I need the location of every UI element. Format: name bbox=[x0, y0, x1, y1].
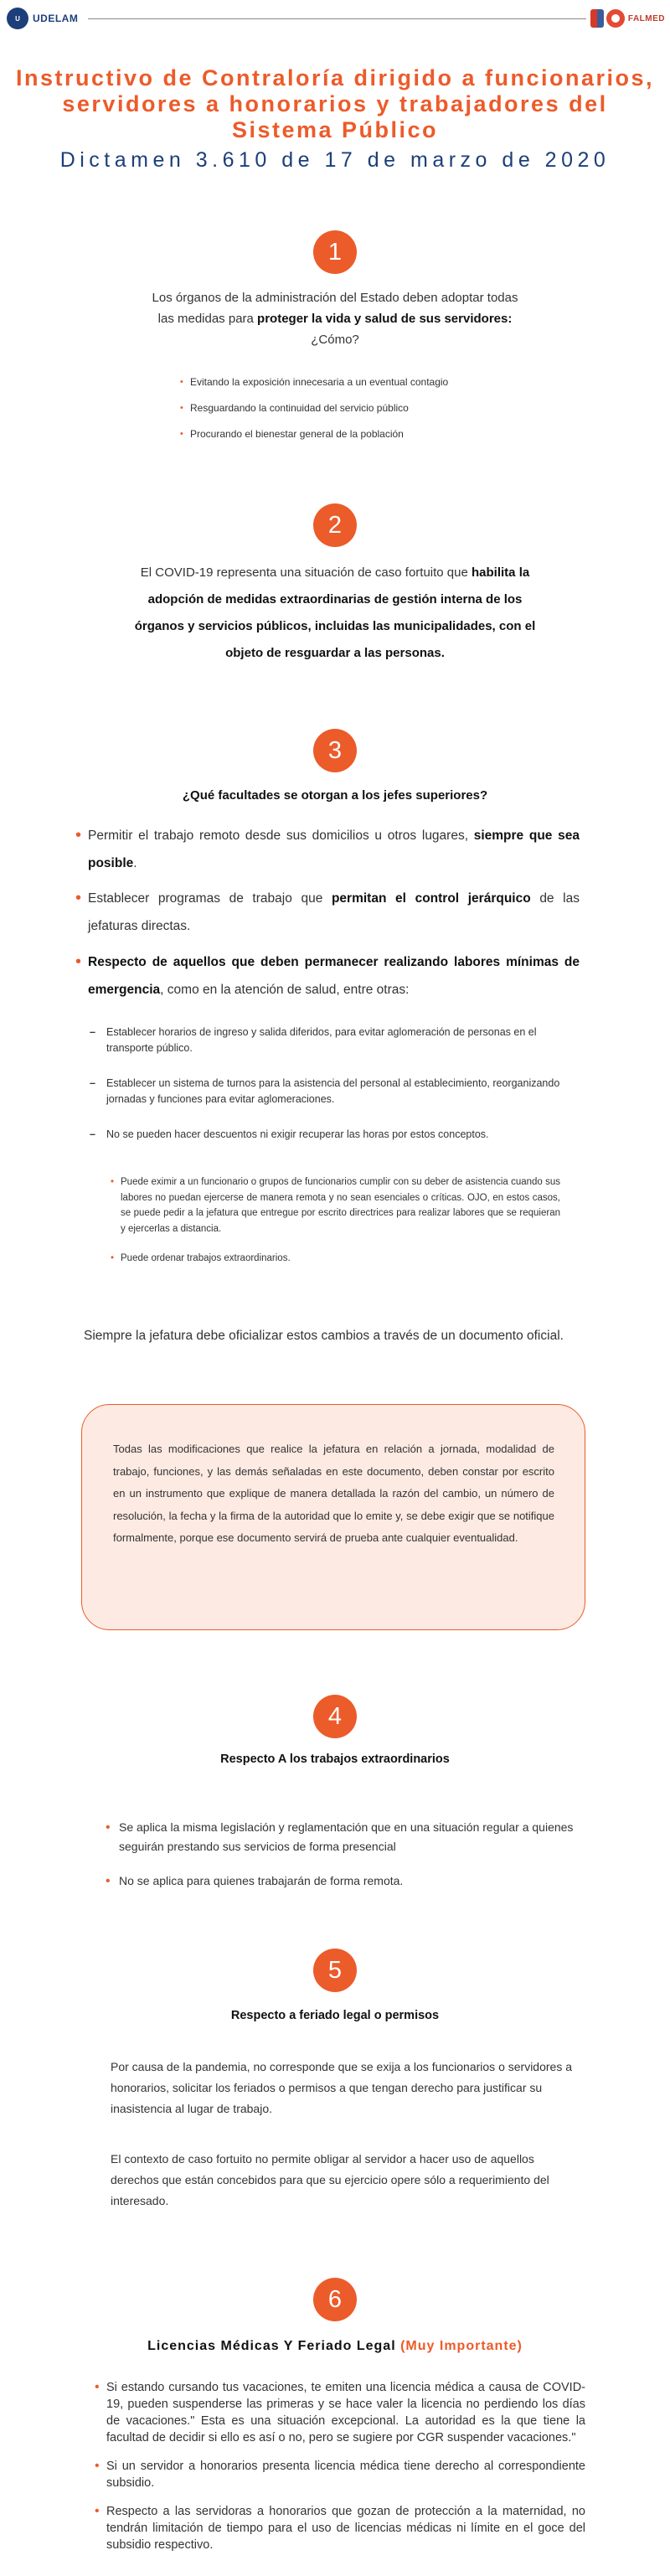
title-line-2: servidores a honorarios y trabajadores del bbox=[62, 91, 608, 116]
section-4-bullets bbox=[105, 1818, 592, 1906]
partner-emblem-icon bbox=[590, 9, 604, 28]
importance-note: (Muy Importante) bbox=[400, 2339, 523, 2353]
section-4-number-badge: 4 bbox=[313, 1695, 357, 1738]
page-subtitle: Dictamen 3.610 de 17 de marzo de 2020 bbox=[59, 148, 611, 172]
section-5-heading: Respecto a feriado legal o permisos bbox=[230, 2009, 440, 2022]
section-2-emphasis: habilita la adopción de medidas extraordinarias de gestión interna de los órganos y servicios públicos, incluidas las municipalidades, con el objeto de resguardar a las personas. bbox=[134, 565, 536, 660]
list-item: – No se pueden hacer descuentos ni exigir recuperar las horas por estos conceptos. bbox=[96, 1127, 561, 1143]
list-item: • Respecto de aquellos que deben permanecer realizando labores mínimas de emergencia, como en la atención de salud, entre otras: bbox=[77, 948, 580, 1004]
section-3-number-badge: 3 bbox=[313, 729, 357, 772]
section-2-number-badge: 2 bbox=[313, 503, 357, 547]
section-5-paragraph-1: Por causa de la pandemia, no corresponde que se exija a los funcionarios o servidores a honorarios, solicitar los feriados o permisos a que tengan derecho para justificar su inasistencia al lugar de trabajo. bbox=[111, 2060, 572, 2115]
section-1-line-1: Los órganos de la administración del Estado deben adoptar todas bbox=[152, 291, 518, 305]
section-1-number-badge: 1 bbox=[313, 230, 357, 274]
callout-text: Todas las modificaciones que realice la jefatura en relación a jornada, modalidad de trabajo, funciones, y las demás señaladas en este documento, deben constar por escrito en un instrumento que explique de manera detallada la razón del cambio, un número de resolución, la fecha y la firma de la autoridad que lo emite y, se debe exigir que se notifique formalmente, porque ese documento servirá de prueba ante cualquier eventualidad. bbox=[113, 1443, 554, 1544]
list-item: • Procurando el bienestar general de la población bbox=[180, 426, 448, 452]
falmed-logo[interactable] bbox=[590, 9, 665, 28]
section-3-callout bbox=[81, 1404, 585, 1630]
section-5-number-badge: 5 bbox=[313, 1949, 357, 1992]
udelam-emblem-icon: U bbox=[7, 8, 28, 29]
list-item: • Puede ordenar trabajos extraordinarios. bbox=[115, 1251, 560, 1267]
section-3-bullets bbox=[77, 822, 580, 1004]
list-item: • Permitir el trabajo remoto desde sus domicilios u otros lugares, siempre que sea posible. bbox=[77, 822, 580, 877]
list-item: – Establecer horarios de ingreso y salida diferidos, para evitar aglomeración de personas en el transporte público. bbox=[96, 1025, 561, 1056]
section-3-sub-bullets bbox=[115, 1174, 560, 1267]
title-line-1: Instructivo de Contraloría dirigido a funcionarios, bbox=[15, 65, 655, 90]
falmed-logo-text: FALMED bbox=[627, 13, 665, 23]
section-3-dash-list bbox=[96, 1025, 561, 1143]
section-4-heading: Respecto A los trabajos extraordinarios bbox=[220, 1753, 450, 1766]
list-item: • Si un servidor a honorarios presenta licencia médica tiene derecho al correspondiente subsidio. bbox=[97, 2458, 585, 2491]
header-divider bbox=[88, 18, 586, 19]
list-item: • No se aplica para quienes trabajarán de forma remota. bbox=[105, 1871, 592, 1891]
section-1-bullets bbox=[180, 374, 448, 452]
list-item: • Evitando la exposición innecesaria a un eventual contagio bbox=[180, 374, 448, 400]
section-1-intro bbox=[0, 287, 670, 350]
section-5-paragraph-2: El contexto de caso fortuito no permite obligar al servidor a hacer uso de aquellos derechos que están concebidos para que su ejercicio opere sólo a requerimiento del interesado. bbox=[111, 2152, 549, 2207]
list-item: • Si estando cursando tus vacaciones, te emiten una licencia médica a causa de COVID-19, pueden suspenderse las primeras y se hace valer la licencia no perdiendo los días de vacaciones." Esta es una situación excepcional. La autoridad es la que tiene la facultad de decidir si ello es así o no, pero se sugiere por CGR suspender vacaciones." bbox=[97, 2379, 585, 2446]
list-item: • Resguardando la continuidad del servicio público bbox=[180, 400, 448, 426]
udelam-logo-text: UDELAM bbox=[33, 13, 79, 24]
list-item: • Puede eximir a un funcionario o grupos de funcionarios cumplir con su deber de asistencia cuando sus labores no puedan ejercerse de manera remota y no sean esenciales o críticas. OJO, en estos casos, se puede pedir a la jefatura que entregue por escrito directrices para realizar labores que se requieran y ejercerlas a distancia. bbox=[115, 1174, 560, 1236]
list-item: – Establecer un sistema de turnos para la asistencia del personal al establecimiento, reorganizando jornadas y funciones para evitar aglomeraciones. bbox=[96, 1076, 561, 1107]
section-3-heading: ¿Qué facultades se otorgan a los jefes superiores? bbox=[182, 788, 488, 803]
section-1-question: ¿Cómo? bbox=[311, 333, 359, 347]
list-item: • Respecto a las servidoras a honorarios que gozan de protección a la maternidad, no tendrán limitación de tiempo para el uso de licencias médicas ni límite en el goce del subsidio respectivo. bbox=[97, 2503, 585, 2553]
section-2-text: El COVID-19 representa una situación de caso fortuito que habilita la adopción de medidas extraordinarias de gestión interna de los órganos y servicios públicos, incluidas las municipalidades, con el objeto de resguardar a las personas. bbox=[134, 565, 536, 660]
page-header bbox=[0, 0, 670, 39]
section-1-emphasis: proteger la vida y salud de sus servidores: bbox=[257, 312, 513, 326]
list-item: • Se aplica la misma legislación y reglamentación que en una situación regular a quienes seguirán prestando sus servicios de forma presencial bbox=[105, 1818, 592, 1856]
page-title bbox=[0, 65, 670, 143]
udelam-logo[interactable] bbox=[7, 8, 78, 29]
list-item: • Establecer programas de trabajo que permitan el control jerárquico de las jefaturas directas. bbox=[77, 885, 580, 940]
falmed-emblem-icon bbox=[606, 9, 625, 28]
section-1-line-2: las medidas para proteger la vida y salud de sus servidores: bbox=[157, 312, 513, 326]
section-6-number-badge: 6 bbox=[313, 2278, 357, 2321]
title-line-3: Sistema Público bbox=[231, 117, 439, 142]
section-6-bullets bbox=[97, 2379, 585, 2565]
section-6-heading: Licencias Médicas Y Feriado Legal (Muy Importante) bbox=[147, 2339, 523, 2353]
section-3-closing: Siempre la jefatura debe oficializar estos cambios a través de un documento oficial. bbox=[84, 1329, 564, 1343]
